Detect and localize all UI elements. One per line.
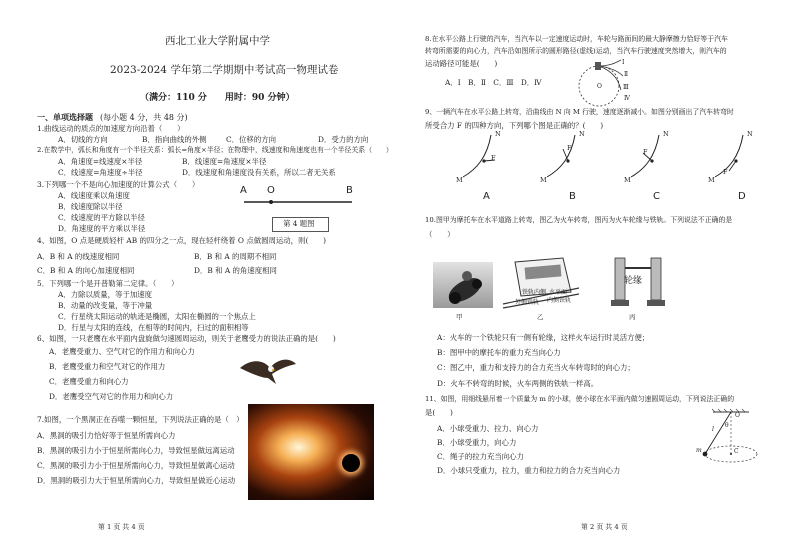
- q8-stem-line1: 8.在水平公路上行驶的汽车，当汽车以一定速度运动时，车轮与路面间的最大静摩擦力恰好等于汽车: [425, 35, 728, 43]
- q3-option-a: A．线速度乘以角速度: [58, 191, 130, 200]
- q9b-label-f: F: [567, 144, 572, 152]
- q4-option-c: C．B 和 A 的向心加速度相同: [37, 266, 135, 275]
- q1-option-a: A．切线的方向: [58, 135, 108, 144]
- q6-option-c: C．老鹰受重力和向心力: [49, 377, 129, 386]
- q11-fig-label-l: l: [712, 426, 714, 433]
- q11-fig-label-m: m: [696, 447, 702, 454]
- fig4-rod: [240, 197, 360, 207]
- q10-caption-b: 乙: [537, 313, 544, 321]
- q6-option-d: D．老鹰受空气对它的作用力和向心力: [49, 392, 174, 401]
- q9d-label-n: N: [747, 130, 753, 138]
- q2-option-c: C．线速度=角速度÷半径: [58, 168, 143, 177]
- black-hole-image: [248, 404, 374, 500]
- q9d-label-m: M: [708, 176, 715, 184]
- page-footer: 第 1 页 共 4 页: [98, 523, 145, 531]
- q1-option-c: C．位移的方向: [226, 135, 276, 144]
- section1-note: (每小题 4 分，共 48 分): [100, 113, 188, 122]
- q6-option-a: A．老鹰受重力、空气对它的作用力和向心力: [49, 347, 195, 356]
- q2-stem: 2.在数学中，弧长和角度有一个半径关系：弧长=角度×半径；在物理中，线速度和角速度也有一个半径关系（ ）: [37, 146, 393, 154]
- q9c-label-f: F: [643, 148, 648, 156]
- q10-motorcycle-image: [433, 262, 493, 308]
- q11-fig-label-theta: θ: [725, 422, 729, 429]
- q2-option-d: D．线速度和角速度没有关系，所以二者无关系: [182, 168, 336, 177]
- q9-option-d-label: D: [738, 191, 746, 202]
- q6-stem: 6、如图，一只老鹰在水平面内盘旋做匀速圆周运动，则关于老鹰受力的说法正确的是( ): [37, 334, 336, 343]
- q6-option-b: B．老鹰受重力和空气对它的作用力: [49, 362, 166, 371]
- q8-stem-line2: 转弯所需要的向心力，汽车沿如图所示的圆形路径(虚线)运动，当汽车行驶速度突然增大，则汽车的: [425, 47, 727, 55]
- q5-option-b: B．动量的改变量，等于冲量: [58, 301, 153, 310]
- fig4-label-a: A: [240, 185, 247, 196]
- q10-label-horizontal: 水平面: [549, 289, 568, 296]
- school-name: 西北工业大学附属中学: [165, 35, 270, 47]
- score-line: （满分：110 分 用时：90 分钟）: [140, 93, 295, 103]
- q11-pendulum-figure: [693, 408, 763, 470]
- q3-stem: 3.下列哪一个不是向心加速度的计算公式（ ）: [37, 180, 200, 189]
- fig4-caption: 第 4 题图: [283, 219, 315, 228]
- exam-title: 2023-2024 学年第二学期期中考试高一物理试卷: [110, 64, 339, 76]
- q10-label-rail-inner: 铁轨内侧: [522, 289, 547, 296]
- q9-option-b-label: B: [569, 191, 576, 202]
- q11-stem-line1: 11、如图，用细线悬吊着一个质量为 m 的小球，使小球在水平面内做匀速圆周运动，下列说法正确的: [425, 395, 735, 403]
- q3-option-d: D．角速度的平方乘以半径: [58, 224, 146, 233]
- q8-fig-path-4: Ⅳ: [624, 95, 630, 102]
- q11-option-d: D．小球只受重力，拉力，重力和拉力的合力充当向心力: [437, 466, 621, 475]
- q7-option-d: D．黑洞的吸引力大于恒星所需向心力，导致恒星做近心运动: [37, 476, 236, 485]
- q11-fig-label-c: C: [734, 448, 739, 455]
- fig4-label-o: O: [267, 185, 275, 196]
- q7-option-b: B．黑洞的吸引力小于恒星所需向心力，导致恒星做远离运动: [37, 446, 235, 455]
- q9a-label-m: M: [456, 176, 463, 184]
- q2-option-a: A．角速度=线速度×半径: [58, 157, 143, 166]
- q10-stem-line2: （ ）: [425, 230, 455, 239]
- q3-option-c: C．线速度的平方除以半径: [58, 213, 145, 222]
- q10-caption-a: 甲: [456, 313, 463, 321]
- q9b-label-n: N: [579, 130, 585, 138]
- q10-label-rail-outer: 外侧铁轨: [515, 299, 540, 306]
- q10-option-d: D：火车不转弯的时候，火车两侧的铁轨一样高。: [437, 379, 599, 388]
- q9a-label-n: N: [495, 130, 501, 138]
- q9c-label-m: M: [624, 176, 631, 184]
- q11-option-b: B．小球受重力，向心力: [437, 438, 517, 447]
- q8-fig-path-3: Ⅲ: [623, 84, 629, 91]
- q9d-label-f: F: [723, 168, 728, 176]
- q7-stem: 7.如图，一个黑洞正在吞噬一颗恒星，下列说法正确的是（ ）: [37, 415, 244, 424]
- page-footer: 第 2 页 共 4 页: [581, 523, 628, 531]
- q5-option-d: D．行星与太阳的连线，在相等的时间内，扫过的面积相等: [58, 323, 249, 332]
- q1-option-b: B．指向曲线的外侧: [142, 135, 207, 144]
- q4-option-a: A．B 和 A 的线速度相同: [37, 252, 120, 261]
- q11-option-a: A．小球受重力、拉力、向心力: [437, 424, 539, 433]
- q8-options: A．Ⅰ B．Ⅱ C．Ⅲ D．Ⅳ: [445, 78, 542, 87]
- q8-fig-path-2: Ⅱ: [624, 71, 629, 78]
- q4-option-d: D．B 和 A 的角速度相同: [194, 266, 277, 275]
- fig4-label-b: B: [346, 185, 353, 196]
- q1-option-d: D．受力的方向: [318, 135, 369, 144]
- page-2: [397, 0, 794, 543]
- q10-option-a: A：火车的一个铁轮只有一侧有轮缘，这样火车运行时灵活方便；: [437, 333, 650, 342]
- q7-option-a: A．黑洞的吸引力恰好等于恒星所需向心力: [37, 431, 176, 440]
- q3-option-b: B．线速度除以半径: [58, 202, 123, 211]
- q5-stem: 5．下列哪一个是开普勒第二定律。（ ）: [37, 279, 179, 288]
- q9c-label-n: N: [663, 130, 669, 138]
- q10-stem-line1: 10.图甲为摩托车在水平道路上转弯，图乙为火车转弯，图丙为火车轮缘与铁轨。下列说法不正确的是: [425, 216, 733, 224]
- section1-title: 一、单项选择题: [37, 112, 93, 122]
- q8-stem-line3: 运动路径可能是( ): [425, 59, 498, 68]
- q11-fig-label-o: O: [735, 412, 740, 419]
- q9a-label-f: F: [491, 154, 496, 162]
- q10-option-c: C：图乙中，重力和支持力的合力充当火车转弯时的向心力；: [437, 363, 635, 372]
- q9-stem-line1: 9、一辆汽车在水平公路上转弯，沿曲线由 N 向 M 行驶，速度逐渐减小。如图分别画出了汽车转弯时: [425, 108, 734, 116]
- q9-curve-figures: [437, 133, 777, 193]
- q5-option-a: A．力除以质量，等于加速度: [58, 290, 153, 299]
- q10-label-flange: 轮缘: [624, 276, 643, 286]
- q10-caption-c: 丙: [629, 313, 636, 321]
- q8-fig-center: O: [597, 83, 602, 90]
- q11-stem-line2: 是( ): [425, 408, 453, 417]
- q4-option-b: B．B 和 A 的周期不相同: [194, 252, 277, 261]
- q9-stem-line2: 所受合力 F 的四种方向，下列哪个图是正确的？( ): [425, 121, 604, 130]
- q10-option-b: B：图甲中的摩托车的重力充当向心力: [437, 348, 561, 357]
- q9b-label-m: M: [540, 176, 547, 184]
- q10-label-rail-inner-2: 内侧铁轨: [547, 297, 572, 304]
- eagle-image: [238, 350, 298, 390]
- q4-stem: 4、如图，O 点是硬质轻杆 AB 的四分之一点，现在轻杆绕着 O 点做圆周运动，则( ): [37, 236, 326, 245]
- q5-option-c: C．行星绕太阳运动的轨迹是椭圆，太阳在椭圆的一个焦点上: [58, 312, 256, 321]
- q8-fig-path-1: Ⅰ: [622, 59, 625, 66]
- q1-stem: 1.曲线运动的质点的加速度方向沿着（ ）: [37, 124, 185, 133]
- q7-option-c: C．黑洞的吸引力小于恒星所需向心力，导致恒星做离心运动: [37, 461, 235, 470]
- q9-option-a-label: A: [483, 191, 490, 202]
- q2-option-b: B．线速度=角速度×半径: [182, 157, 267, 166]
- q9-option-c-label: C: [653, 191, 660, 202]
- q11-option-c: C．绳子的拉力充当向心力: [437, 452, 524, 461]
